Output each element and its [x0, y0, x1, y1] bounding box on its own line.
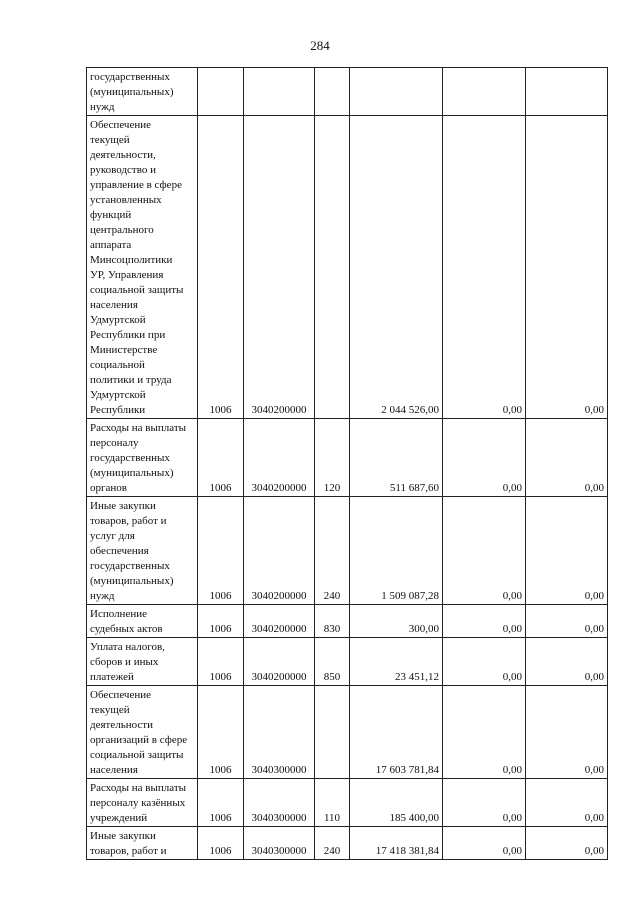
- row-name-line: Иные закупки: [90, 830, 156, 842]
- row-name: [87, 116, 198, 419]
- budget-table: [86, 67, 608, 860]
- row-amount-3: 0,00: [526, 779, 608, 827]
- row-name-line: организаций в сфере: [90, 734, 188, 746]
- row-name-line: текущей: [90, 704, 130, 716]
- row-target-code: 3040200000: [244, 605, 315, 638]
- row-name-line: Республики: [90, 404, 146, 416]
- page-number: 284: [310, 38, 330, 53]
- row-amount-3: 0,00: [526, 638, 608, 686]
- row-target-code: [244, 68, 315, 116]
- row-name-line: функций: [90, 209, 132, 221]
- row-amount-3: 0,00: [526, 116, 608, 419]
- row-name: [87, 686, 198, 779]
- row-name-line: деятельности: [90, 719, 153, 731]
- row-name: [87, 68, 198, 116]
- row-name-line: центрального: [90, 224, 154, 236]
- row-name-line: социальной защиты: [90, 284, 184, 296]
- table-row: [87, 497, 608, 605]
- row-amount-2: [443, 68, 526, 116]
- row-amount-3: 0,00: [526, 827, 608, 860]
- row-amount-2: 0,00: [443, 605, 526, 638]
- row-expense-type: 110: [315, 779, 350, 827]
- row-name-line: Министерстве: [90, 344, 158, 356]
- row-name-line: руководство и: [90, 164, 156, 176]
- row-name: [87, 605, 198, 638]
- row-name-line: Исполнение: [90, 608, 147, 620]
- row-target-code: 3040200000: [244, 116, 315, 419]
- row-name-line: товаров, работ и: [90, 845, 167, 857]
- row-name-line: социальной защиты: [90, 749, 184, 761]
- row-name-line: управление в сфере: [90, 179, 182, 191]
- row-name-line: Республики при: [90, 329, 166, 341]
- row-expense-type: 850: [315, 638, 350, 686]
- row-target-code: 3040300000: [244, 779, 315, 827]
- row-name-line: Минсоцполитики: [90, 254, 173, 266]
- row-name-line: Удмуртской: [90, 314, 146, 326]
- row-target-code: 3040200000: [244, 638, 315, 686]
- row-name-line: Расходы на выплаты: [90, 782, 187, 794]
- row-name: [87, 497, 198, 605]
- row-amount: 1 509 087,28: [350, 497, 443, 605]
- row-amount-3: 0,00: [526, 497, 608, 605]
- row-name-line: (муниципальных): [90, 86, 174, 98]
- row-expense-type: 240: [315, 827, 350, 860]
- row-amount-2: 0,00: [443, 497, 526, 605]
- row-section: 1006: [198, 116, 244, 419]
- row-name-line: государственных: [90, 452, 170, 464]
- table-row: [87, 419, 608, 497]
- row-name-line: Обеспечение: [90, 119, 151, 131]
- row-amount: 300,00: [350, 605, 443, 638]
- row-name-line: аппарата: [90, 239, 132, 251]
- row-name-line: товаров, работ и: [90, 515, 167, 527]
- row-expense-type: [315, 116, 350, 419]
- row-amount-2: 0,00: [443, 827, 526, 860]
- row-name-line: Иные закупки: [90, 500, 156, 512]
- row-section: 1006: [198, 638, 244, 686]
- row-amount: 17 418 381,84: [350, 827, 443, 860]
- row-name-line: Расходы на выплаты: [90, 422, 187, 434]
- row-name: [87, 779, 198, 827]
- row-name-line: государственных: [90, 71, 170, 83]
- row-name-line: сборов и иных: [90, 656, 159, 668]
- row-name-line: населения: [90, 764, 138, 776]
- row-name-line: (муниципальных): [90, 467, 174, 479]
- row-amount-2: 0,00: [443, 419, 526, 497]
- row-target-code: 3040300000: [244, 827, 315, 860]
- row-amount: [350, 68, 443, 116]
- row-name-line: Удмуртской: [90, 389, 146, 401]
- row-amount: 23 451,12: [350, 638, 443, 686]
- row-amount-2: 0,00: [443, 116, 526, 419]
- row-name-line: текущей: [90, 134, 130, 146]
- row-target-code: 3040300000: [244, 686, 315, 779]
- table-row: [87, 686, 608, 779]
- row-name-line: установленных: [90, 194, 162, 206]
- row-name-line: социальной: [90, 359, 145, 371]
- row-name: [87, 827, 198, 860]
- row-section: 1006: [198, 779, 244, 827]
- row-name-line: населения: [90, 299, 138, 311]
- row-amount-3: 0,00: [526, 686, 608, 779]
- table-row: [87, 779, 608, 827]
- row-name: [87, 638, 198, 686]
- row-name-line: органов: [90, 482, 127, 494]
- row-expense-type: 120: [315, 419, 350, 497]
- row-name-line: Уплата налогов,: [90, 641, 165, 653]
- row-expense-type: 830: [315, 605, 350, 638]
- row-name-line: деятельности,: [90, 149, 156, 161]
- row-name-line: услуг для: [90, 530, 135, 542]
- row-amount-2: 0,00: [443, 686, 526, 779]
- row-name: [87, 419, 198, 497]
- row-name-line: УР, Управления: [90, 269, 164, 281]
- row-name-line: нужд: [90, 101, 115, 113]
- row-target-code: 3040200000: [244, 419, 315, 497]
- row-target-code: 3040200000: [244, 497, 315, 605]
- row-section: [198, 68, 244, 116]
- table-row: [87, 68, 608, 116]
- table-row: [87, 116, 608, 419]
- row-name-line: Обеспечение: [90, 689, 151, 701]
- row-section: 1006: [198, 686, 244, 779]
- table-row: [87, 638, 608, 686]
- row-amount: 2 044 526,00: [350, 116, 443, 419]
- table-row: [87, 605, 608, 638]
- row-name-line: платежей: [90, 671, 134, 683]
- row-amount-2: 0,00: [443, 638, 526, 686]
- table-body: [87, 68, 608, 860]
- row-section: 1006: [198, 605, 244, 638]
- row-name-line: нужд: [90, 590, 115, 602]
- row-name-line: политики и труда: [90, 374, 172, 386]
- row-name-line: обеспечения: [90, 545, 149, 557]
- row-amount-3: [526, 68, 608, 116]
- row-expense-type: 240: [315, 497, 350, 605]
- row-name-line: (муниципальных): [90, 575, 174, 587]
- row-name-line: государственных: [90, 560, 170, 572]
- row-expense-type: [315, 686, 350, 779]
- row-amount: 185 400,00: [350, 779, 443, 827]
- row-amount-3: 0,00: [526, 419, 608, 497]
- row-name-line: судебных актов: [90, 623, 163, 635]
- row-expense-type: [315, 68, 350, 116]
- row-name-line: персоналу: [90, 437, 139, 449]
- row-amount-3: 0,00: [526, 605, 608, 638]
- row-section: 1006: [198, 419, 244, 497]
- row-section: 1006: [198, 497, 244, 605]
- row-amount: 17 603 781,84: [350, 686, 443, 779]
- row-amount-2: 0,00: [443, 779, 526, 827]
- row-amount: 511 687,60: [350, 419, 443, 497]
- row-section: 1006: [198, 827, 244, 860]
- row-name-line: персоналу казённых: [90, 797, 186, 809]
- row-name-line: учреждений: [90, 812, 148, 824]
- table-row: [87, 827, 608, 860]
